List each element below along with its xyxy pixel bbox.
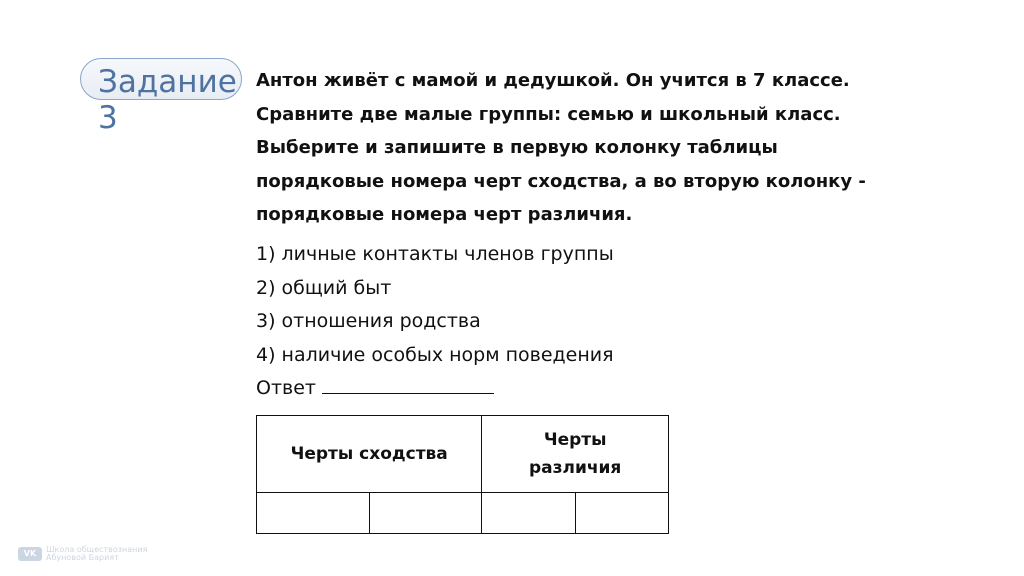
answer-cell[interactable] [482, 493, 575, 534]
task-line: Сравните две малые группы: семью и школьный класс. [256, 103, 841, 125]
answer-table-input-row [257, 493, 669, 534]
answer-blank-line[interactable] [322, 379, 494, 394]
answer-table [256, 415, 669, 534]
answer-label: Ответ [256, 377, 316, 399]
option-item: 3) отношения родства [256, 310, 481, 332]
task-text [256, 64, 956, 232]
header-differences-label: Черты различия [528, 430, 622, 478]
footer-line: Абуновой Барият [46, 553, 119, 562]
task-line: Выберите и запишите в первую колонку таблицы [256, 137, 778, 158]
answer-cell[interactable] [257, 493, 370, 534]
option-item: 4) наличие особых норм поведения [256, 343, 614, 366]
answer-cell[interactable] [575, 493, 668, 534]
option-item: 2) общий быт [256, 276, 392, 299]
header-differences [482, 416, 669, 493]
task-line: Антон живёт с мамой и дедушкой. Он учится в 7 классе. [256, 70, 850, 91]
answer-row [256, 372, 956, 406]
header-similarities: Черты сходства [257, 416, 482, 493]
options-list [256, 238, 956, 406]
vk-icon: VK [18, 547, 42, 561]
footer-line: Школа обществознания [46, 545, 148, 554]
option-item: 1) личные контакты членов группы [256, 243, 614, 265]
task-badge-label: Задание 3 [98, 64, 237, 136]
task-line: порядковые номера черт сходства, а во вторую колонку - [256, 170, 866, 192]
footer-logo [18, 546, 147, 562]
task-line: порядковые номера черт различия. [256, 204, 633, 225]
answer-cell[interactable] [369, 493, 482, 534]
footer-text [46, 546, 147, 562]
answer-table-header-row [257, 416, 669, 493]
